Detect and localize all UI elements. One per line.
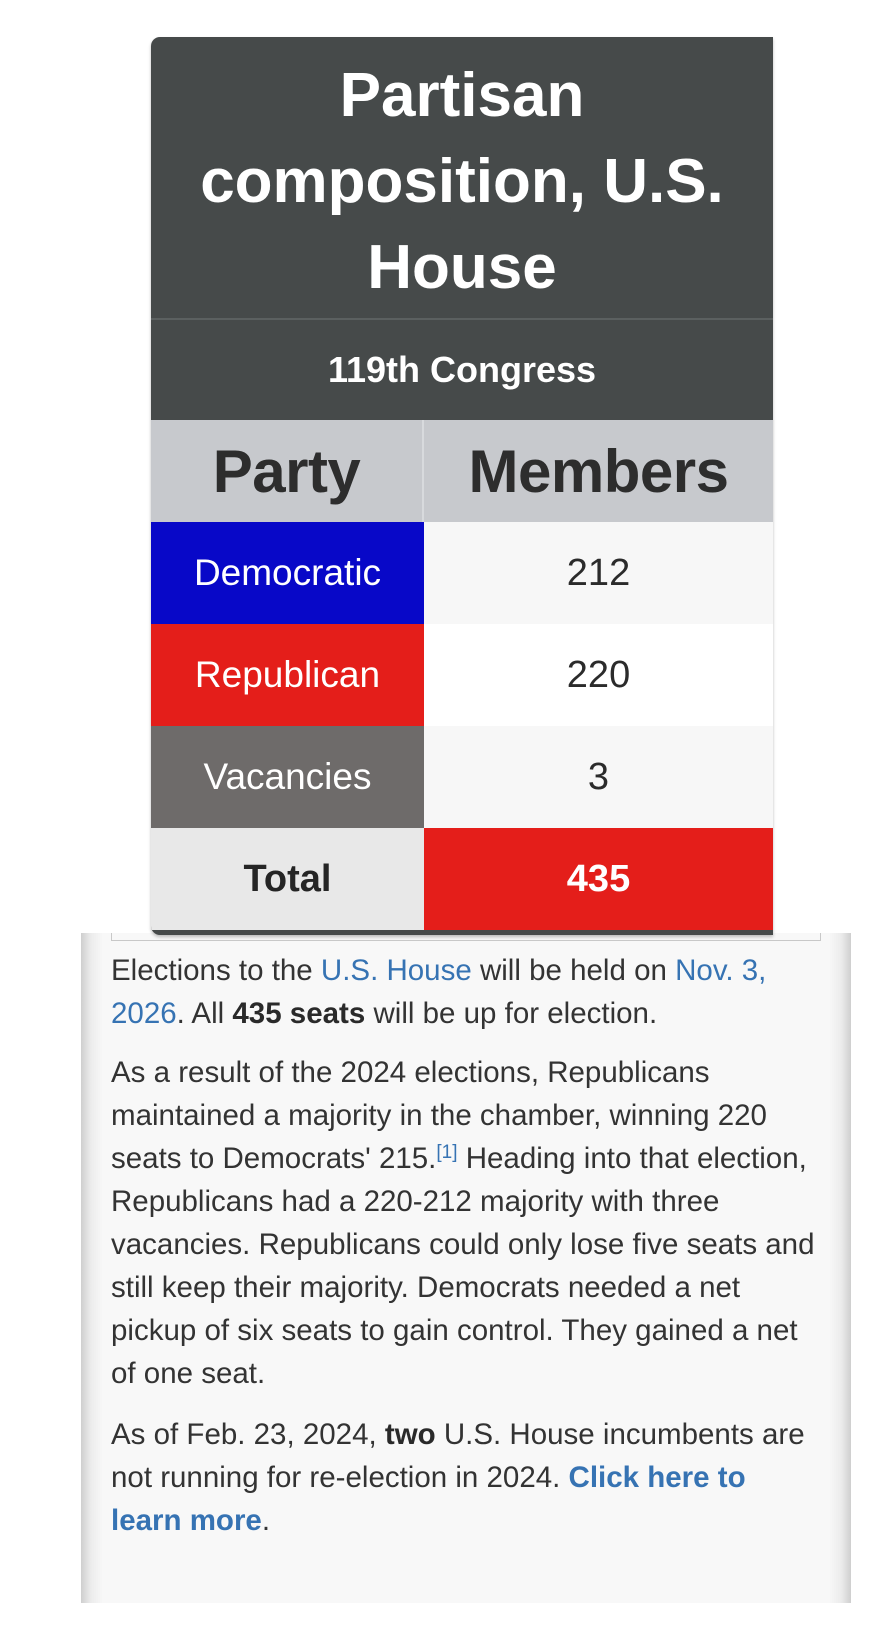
table-row-vacancies — [151, 726, 773, 828]
text-run: As of Feb. 23, 2024, — [111, 1418, 385, 1451]
content-panel — [81, 933, 851, 1603]
text-run: Heading into that election, Republicans had a 220-212 majority with three vacancies. Republicans could only lose five seats and still keep their majority. Democrats needed a net pickup of six seats to gain control. They gained a net of one seat. — [111, 1142, 815, 1390]
text-run: . All — [176, 997, 233, 1030]
election-paragraph — [111, 949, 821, 1035]
incumbents-paragraph — [111, 1413, 821, 1542]
text-run: Elections to the — [111, 954, 321, 987]
party-cell-democratic: Democratic — [151, 522, 424, 624]
results-paragraph — [111, 1051, 821, 1395]
text-run: will be up for election. — [365, 997, 658, 1030]
text-run: . — [261, 1504, 271, 1537]
seats-count: 435 seats — [232, 997, 366, 1030]
party-cell-vacancies: Vacancies — [151, 726, 424, 828]
total-value-cell: 435 — [424, 828, 773, 930]
text-run: will be held on — [471, 954, 676, 987]
party-cell-republican: Republican — [151, 624, 424, 726]
table-subtitle: 119th Congress — [151, 318, 773, 420]
text-run: As a result of the 2024 elections, Republicans maintained a majority in the chamber, winning 220 seats to Democrats' 215. — [111, 1056, 767, 1175]
table-header-row — [151, 420, 773, 522]
table-row-republican — [151, 624, 773, 726]
column-header-members: Members — [468, 437, 729, 505]
column-header-party: Party — [151, 420, 424, 522]
learn-more-link[interactable]: Click here to learn more — [111, 1461, 746, 1537]
members-cell-republican: 220 — [424, 624, 773, 726]
us-house-link[interactable]: U.S. House — [320, 954, 472, 987]
text-run: U.S. House incumbents are not running for re-election in 2024. — [111, 1418, 805, 1494]
table-row-total — [151, 828, 773, 930]
table-title: Partisan composition, U.S. House — [200, 61, 724, 302]
total-label-cell: Total — [151, 828, 424, 930]
partisan-composition-table — [151, 37, 773, 935]
table-row-democratic — [151, 522, 773, 624]
members-cell-democratic: 212 — [424, 522, 773, 624]
members-cell-vacancies: 3 — [424, 726, 773, 828]
election-date-link[interactable]: Nov. 3, 2026 — [111, 954, 767, 1030]
footnote-ref-1[interactable]: [1] — [436, 1142, 458, 1163]
incumbents-count: two — [384, 1418, 436, 1451]
